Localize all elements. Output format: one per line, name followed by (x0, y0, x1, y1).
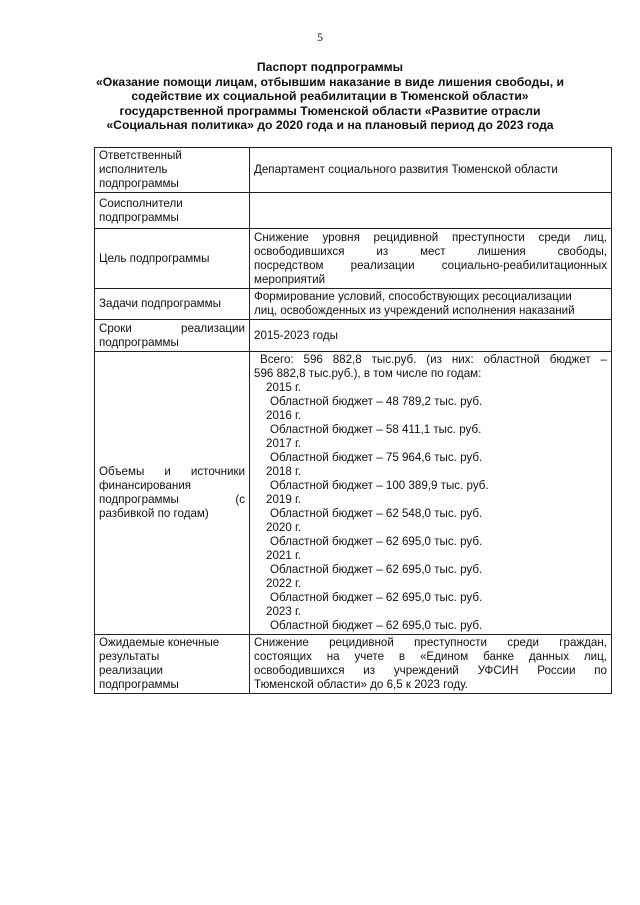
value-terms: 2015-2023 годы (250, 320, 612, 352)
label-funding (95, 352, 250, 635)
funding-year: 2020 г. (266, 521, 302, 534)
row-funding (95, 352, 612, 635)
label-line: реализации (99, 664, 163, 677)
value-goal (250, 229, 612, 289)
value-tasks (250, 289, 612, 320)
funding-year: 2016 г. (266, 409, 302, 422)
tasks-line: Формирование условий, способствующих ресоциализации (254, 290, 572, 303)
title-line: Паспорт подпрограммы (256, 60, 404, 74)
label-line: подпрограммы (99, 177, 179, 190)
goal-line: Снижение уровня рецидивной преступности среди лиц, (254, 230, 607, 244)
funding-year: 2022 г. (266, 577, 302, 590)
funding-year: 2021 г. (266, 549, 302, 562)
label-terms (95, 320, 250, 352)
row-expected (95, 635, 612, 694)
label-line: исполнитель (99, 163, 168, 176)
label-line: Ожидаемые конечные (99, 636, 220, 649)
row-co-executors (95, 193, 612, 229)
value-responsible: Департамент социального развития Тюменской области (250, 148, 612, 193)
tasks-line: лиц, освобожденных из учреждений исполнения наказаний (254, 304, 575, 317)
value-expected (250, 635, 612, 694)
label-line: подпрограммы (99, 678, 179, 691)
expected-line: состоящих на учете в «Едином банке данных лиц, (254, 650, 607, 663)
document-title (80, 60, 580, 133)
funding-budget: Областной бюджет – 62 695,0 тыс. руб. (270, 535, 483, 548)
funding-budget: Областной бюджет – 58 411,1 тыс. руб. (270, 423, 482, 436)
row-goal (95, 229, 612, 289)
label-line: разбивкой по годам) (99, 507, 209, 520)
funding-budget: Областной бюджет – 62 695,0 тыс. руб. (270, 619, 483, 632)
funding-budget: Областной бюджет – 100 389,9 тыс. руб. (270, 479, 489, 492)
funding-budget: Областной бюджет – 62 695,0 тыс. руб. (270, 563, 483, 576)
funding-year: 2015 г. (266, 381, 302, 394)
title-line: содействие их социальной реабилитации в Тюменской области» (131, 89, 529, 104)
expected-line: Тюменской области» до 6,5 к 2023 году. (254, 678, 469, 691)
label-co-executors (95, 193, 250, 229)
label-expected (95, 635, 250, 694)
title-line: государственной программы Тюменской области «Развитие отрасли (119, 103, 541, 118)
row-tasks (95, 289, 612, 320)
label-line: результаты (99, 650, 160, 663)
goal-line: посредством реализации социально-реабилитационных (254, 258, 607, 272)
funding-budget: Областной бюджет – 75 964,6 тыс. руб. (270, 451, 483, 464)
label-tasks: Задачи подпрограммы (95, 289, 250, 320)
label-line: Ответственный (99, 149, 182, 162)
page-number: 5 (317, 30, 323, 44)
label-responsible (95, 148, 250, 193)
goal-line: освободившихся из мест лишения свободы, (254, 244, 607, 258)
row-responsible (95, 148, 612, 193)
label-line: подпрограммы (99, 210, 179, 224)
title-line: «Оказание помощи лицам, отбывшим наказание в виде лишения свободы, и (95, 74, 565, 89)
funding-budget: Областной бюджет – 62 548,0 тыс. руб. (270, 507, 483, 520)
label-line: Сроки реализации (99, 321, 245, 335)
row-terms (95, 320, 612, 352)
label-line: Соисполнители (99, 196, 183, 210)
label-line: подпрограммы (99, 335, 179, 349)
label-line: подпрограммы (с (99, 493, 245, 506)
passport-table (94, 147, 612, 694)
funding-budget: Областной бюджет – 48 789,2 тыс. руб. (270, 395, 483, 408)
label-goal: Цель подпрограммы (95, 229, 250, 289)
label-line: финансирования (99, 479, 192, 492)
funding-year: 2023 г. (266, 605, 302, 618)
funding-total-line: 596 882,8 тыс.руб.), в том числе по годам: (254, 367, 482, 380)
title-line: «Социальная политика» до 2020 года и на плановый период до 2023 года (106, 118, 554, 133)
goal-line: мероприятий (254, 272, 326, 286)
expected-line: Снижение рецидивной преступности среди граждан, (254, 636, 607, 649)
funding-year: 2019 г. (266, 493, 302, 506)
label-line: Объемы и источники (99, 465, 245, 478)
expected-line: освободившихся из учреждений УФСИН России по (254, 664, 607, 677)
funding-year: 2018 г. (266, 465, 302, 478)
funding-year: 2017 г. (266, 437, 302, 450)
funding-budget: Областной бюджет – 62 695,0 тыс. руб. (270, 591, 483, 604)
value-co-executors (250, 193, 612, 229)
funding-total-line: Всего: 596 882,8 тыс.руб. (из них: областной бюджет – (260, 353, 607, 366)
value-funding (250, 352, 612, 635)
